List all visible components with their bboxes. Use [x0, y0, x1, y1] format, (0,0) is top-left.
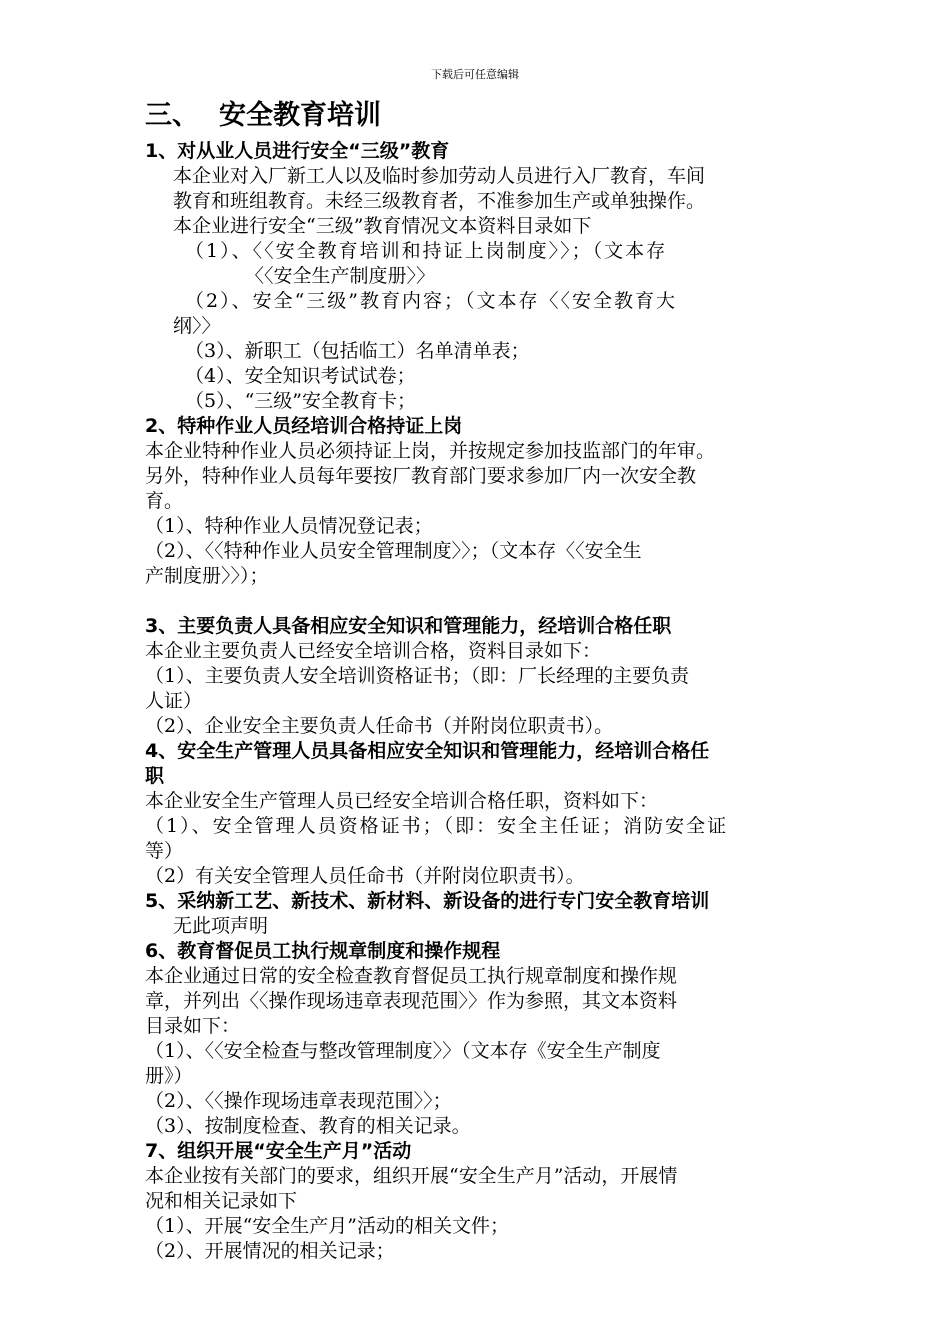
list-item-continuation: 产制度册〉〉）；	[145, 565, 269, 587]
list-item: （2）、安全“三级”教育内容；（文本存〈〈安全教育大	[185, 290, 678, 312]
list-item-continuation: 〈〈安全生产制度册〉〉	[245, 265, 436, 287]
heading-rules-compliance: 6、教育督促员工执行规章制度和操作规程	[145, 940, 501, 962]
page-header-note: 下载后可任意编辑	[431, 68, 519, 81]
list-item: （2）、〈〈特种作业人员安全管理制度〉〉；（文本存〈〈安全生	[145, 540, 642, 562]
list-item: （4）、安全知识考试试卷；	[185, 365, 416, 387]
document-body	[145, 95, 810, 1264]
paragraph-line: 无此项声明	[173, 915, 269, 937]
list-item-continuation: 人证）	[145, 690, 203, 712]
list-item: （3）、新职工（包括临工）名单清单表；	[185, 340, 530, 362]
paragraph-line: 育。	[145, 490, 184, 512]
paragraph-line: 教育和班组教育。未经三级教育者，不准参加生产或单独操作。	[173, 190, 706, 212]
list-item: （1）、开展“安全生产月”活动的相关文件；	[145, 1215, 510, 1237]
paragraph-line: 目录如下：	[145, 1015, 241, 1037]
heading-principal-responsible: 3、主要负责人具备相应安全知识和管理能力，经培训合格任职	[145, 615, 672, 637]
heading-safety-managers: 4、安全生产管理人员具备相应安全知识和管理能力，经培训合格任	[145, 740, 710, 762]
heading-new-technology-training: 5、采纳新工艺、新技术、新材料、新设备的进行专门安全教育培训	[145, 890, 710, 912]
list-item: （1）、安全管理人员资格证书；（即：安全主任证；消防安全证	[145, 815, 729, 837]
list-item-continuation: 纲〉〉	[173, 315, 221, 337]
heading-safety-managers-continuation: 职	[145, 765, 165, 787]
heading-three-level-education: 1、对从业人员进行安全“三级”教育	[145, 140, 450, 162]
paragraph-line: 本企业通过日常的安全检查教育督促员工执行规章制度和操作规	[145, 965, 678, 987]
paragraph-line: 本企业进行安全“三级”教育情况文本资料目录如下	[173, 215, 592, 237]
list-item-continuation: 等）	[145, 840, 184, 862]
list-item: （2）、企业安全主要负责人任命书（并附岗位职责书）。	[145, 715, 614, 737]
list-item: （1）、主要负责人安全培训资格证书；（即：厂长经理的主要负责	[145, 665, 690, 687]
paragraph-line: 况和相关记录如下	[145, 1190, 298, 1212]
list-item: （1）、〈〈安全检查与整改管理制度〉〉（文本存《安全生产制度	[145, 1040, 661, 1062]
section-title-text: 安全教育培训	[219, 100, 381, 131]
blank-line	[145, 589, 810, 614]
list-item: （1）、〈〈安全教育培训和持证上岗制度〉〉；（文本存	[185, 240, 668, 262]
list-item-continuation: 册》）	[145, 1065, 193, 1087]
section-title	[145, 95, 810, 137]
paragraph-line: 本企业对入厂新工人以及临时参加劳动人员进行入厂教育，车间	[173, 165, 706, 187]
heading-safety-month: 7、组织开展“安全生产月”活动	[145, 1140, 412, 1162]
list-item: （5）、“三级”安全教育卡；	[185, 390, 417, 412]
paragraph-line: 章，并列出〈〈操作现场违章表现范围〉〉作为参照，其文本资料	[145, 990, 678, 1012]
paragraph-line: 本企业按有关部门的要求，组织开展“安全生产月”活动，开展情	[145, 1165, 678, 1187]
paragraph-line: 本企业安全生产管理人员已经安全培训合格任职，资料如下：	[145, 790, 659, 812]
list-item: （3）、按制度检查、教育的相关记录。	[145, 1115, 471, 1137]
paragraph-line: 本企业主要负责人已经安全培训合格，资料目录如下：	[145, 640, 602, 662]
paragraph-line: 另外，特种作业人员每年要按厂教育部门要求参加厂内一次安全教	[145, 465, 697, 487]
list-item: （2）、开展情况的相关记录；	[145, 1240, 395, 1262]
list-item: （2）有关安全管理人员任命书（并附岗位职责书）。	[145, 865, 585, 887]
paragraph-line: 本企业特种作业人员必须持证上岗，并按规定参加技监部门的年审。	[145, 440, 716, 462]
heading-special-operators: 2、特种作业人员经培训合格持证上岗	[145, 415, 463, 437]
list-item: （1）、特种作业人员情况登记表；	[145, 515, 433, 537]
list-item: （2）、〈〈操作现场违章表现范围〉〉；	[145, 1090, 452, 1112]
section-number: 三、	[145, 100, 199, 131]
